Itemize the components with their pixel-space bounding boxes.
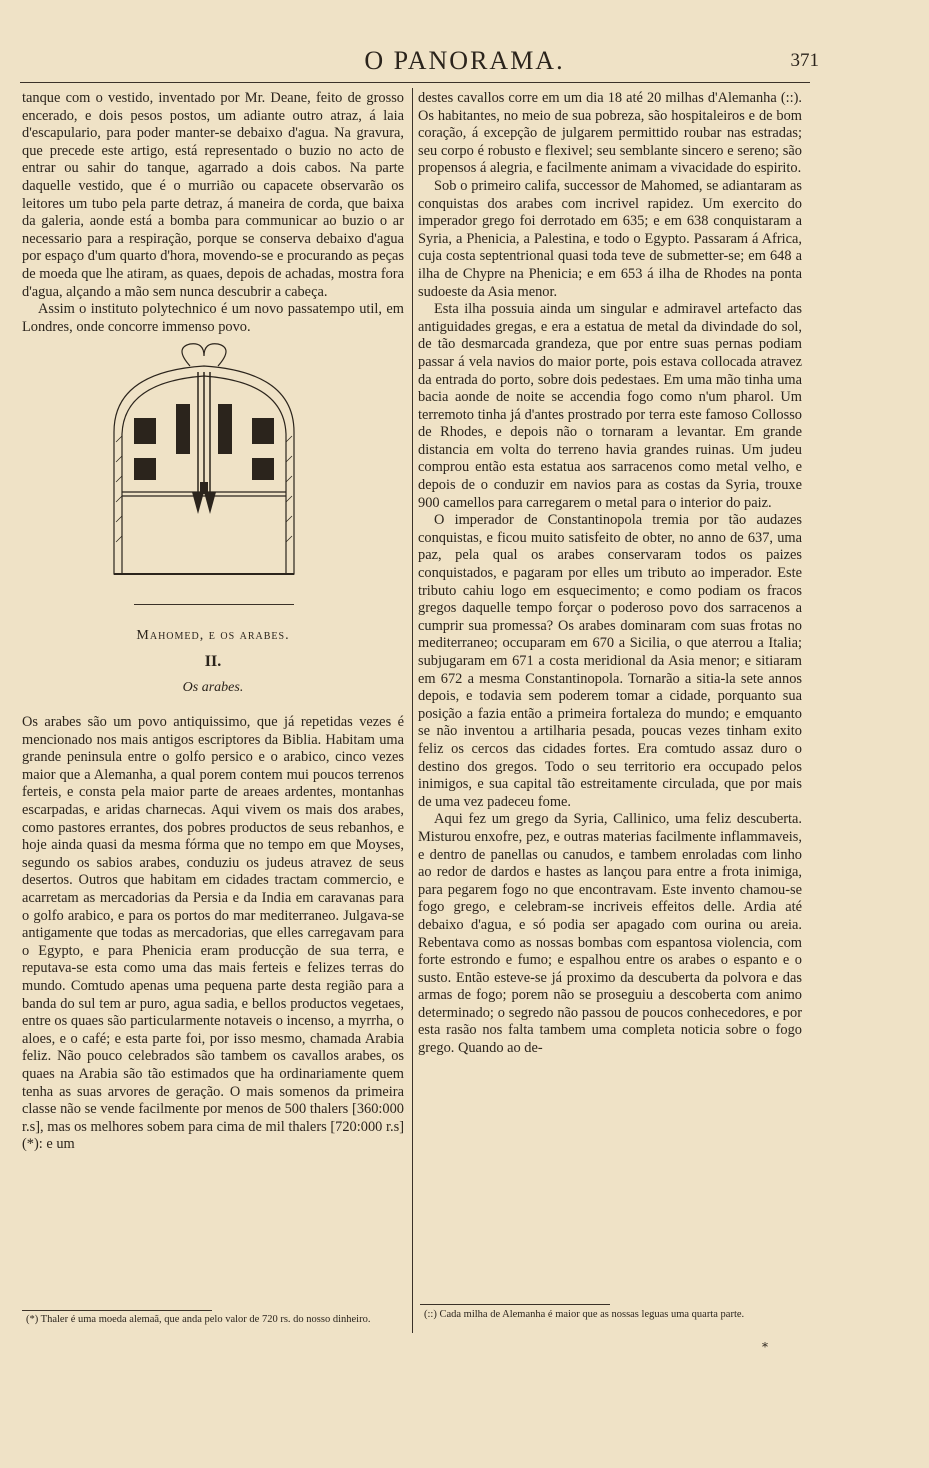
page-title: O PANORAMA. (364, 46, 565, 75)
header-rule (20, 82, 810, 83)
section-subtitle: Os arabes. (182, 679, 244, 695)
right-column (418, 90, 802, 1058)
section-separator (134, 604, 294, 605)
section-heading: Mahomed, e os arabes. (136, 628, 290, 644)
paragraph: Os arabes são um povo antiquissimo, que já repetidas vezes é mencionado nos mais antigos escriptores da Biblia. Habitam uma grande peninsula entre o golfo persico e o arabico, cinco vezes maior que a Alemanha, a qual porem contem mui poucos terrenos ferteis, e consta pela maior parte de areaes ardentes, montanhas escarpadas, e aridas charnecas. Aqui vivem os mais dos arabes, como pastores errantes, dos pobres productos de seus rebanhos, e hoje ainda quasi da mesma fórma que no tempo em que Moyses, segundo os sabios arabes, conduziu os judeus atravez de seus desertos. Outros que habitam em cidades tractam commercio, e acarretam as mercadorias da Persia e da India em caravanas para o golfo arabico, e para os portos do mar mediterraneo. Julgava-se antigamente que todas as mercadorias, que elles carregavam para o Egypto, e para Phenicia eram producção de sua terra, e reputava-se esta como uma das mais ferteis e felizes terras do mundo. Comtudo apenas uma pequena parte desta região para a banda do sul tem ar puro, agua sadia, e bellos productos vegetaes, entre os quaes são particularmente notaveis o incenso, a myrrha, o aloes, e o café; e esta parte foi, por isso mesmo, chamada Arabia feliz. Não pouco celebrados são tambem os cavallos arabes, os quaes na Arabia são tão estimados que ha ordinariamente quem tenha as suas arvores de geração. O mais somenos da primeira classe não se vende facilmente por menos de 500 thalers [360:000 r.s], mas os melhores sobem para cima de mil thalers [720:000 r.s] (*): e um (22, 714, 404, 1153)
left-column (22, 90, 404, 1154)
diving-bell-illustration (104, 342, 304, 582)
footnote: (*) Thaler é uma moeda alemaã, que anda pelo valor de 720 rs. do nosso dinheiro. (26, 1314, 371, 1325)
column-divider (412, 88, 413, 1333)
paragraph: O imperador de Constantinopola tremia por tão audazes conquistas, e ficou muito satisfeito de obter, no anno de 637, uma paz, pela qual os arabes conservaram todos os paizes conquistados, e pagaram por elles um tributo ao imperador. Este tributo cahiu logo em esquecimento; e como podiam os fracos gregos daquelle tempo forçar o poderoso povo dos sarracenos a cumprir sua promessa? Os arabes dominaram com suas frotas no mediterraneo; occuparam em 670 a Sicilia, o que aterrou a Italia; subjugaram em 671 a costa meridional da Asia menor; e sitiaram em 672 a mesma Constantinopola. Tornarão a sitia-la sete annos depois, e todavia sem poderem tomar a cidade, porquanto sua posição a fazia então a primeira fortaleza do mundo; e emquanto se não inventou a artilharia pesada, poucas vezes tinham exito feliz os cercos das cidades fortes. Era comtudo assaz duro o destino dos gregos. Todo o seu territorio era occupado pelos inimigos, e sua capital tão estreitamente circulada, que por mais de uma vez padeceu fome. (418, 512, 802, 810)
paragraph: tanque com o vestido, inventado por Mr. Deane, feito de grosso encerado, e dois pesos postos, um adiante outro atraz, á laia d'escapulario, para poder manter-se debaixo d'agua. Na gravura, que precede este artigo, está representado o buzio no acto de entrar ou sahir do tanque, agarrado a dois cabos. Na parte daquelle vestido, que é o murrião ou capacete observarão os leitores um tubo pela parte detraz, á maneira de corda, que baixa da galeria, aonde está a bomba para communicar ao buzio o ar necessario para a respiração, porque se conserva debaixo d'agua por espaço d'um quarto d'hora, movendo-se e procurando as peças de moeda que lhe atiram, as quaes, depois de achadas, mostra fora d'agua, alçando a mão sem nunca descubrir a cabeça. (22, 90, 404, 300)
paragraph: Esta ilha possuia ainda um singular e admiravel artefacto das antiguidades gregas, e era a estatua de metal da divindade do sol, de tão desmarcada grandeza, que por entre suas pernas podiam passar á vela navios do maior porte, pois estava collocada atravez da entrada do porto, sobre dois pedestaes. Em uma mão tinha uma bacia aonde de noite se accendia fogo como n'um pharol. Um terremoto tinha já d'antes prostrado por terra este famoso Collosso de Rhodes, e depois não o tornaram a levantar. Em grande distancia em volta do terreno havia grandes ruinas. Um judeu comprou então esta estatua aos sarracenos como metal velho, e depois de o conduzir em navios para as costas da Syria, trouxe 900 camellos para carregarem o metal para o interior do paiz. (418, 301, 802, 511)
paragraph: destes cavallos corre em um dia 18 até 20 milhas d'Alemanha (::). Os habitantes, no meio de sua pobreza, são hospitaleiros e de bom coração, á excepção de julgarem permittido roubar nas estradas; seu corpo é robusto e flexivel; seu semblante sincero e sereno; são propensos á alegria, e facilmente animam a vivacidade do espirito. (418, 90, 802, 177)
section-number: II. (204, 652, 222, 670)
paragraph: Aqui fez um grego da Syria, Callinico, uma feliz descuberta. Misturou enxofre, pez, e outras materias facilmente inflammaveis, e dentro de panellas ou canudos, e tambem enroladas com linho ao redor de dardos e hastes as lançou para entre a frota inimiga, para pegarem fogo no que encontravam. Este invento chamou-se fogo grego, e celebram-se incriveis effeitos delle. Ardia até debaixo d'agua, e só podia ser apagado com ourina ou areia. Rebentava como as nossas bombas com espantosa violencia, com forte estrondo e fumo; e espalhou entre os arabes o espanto e o susto. Então esteve-se já proximo da descuberta da polvora e das armas de fogo; porem não se proseguiu a descoberta com animo determinado; o segredo não passou de poucos conhecedores, e por esta rasão nos falta tambem uma completa noticia sobre o fogo grego. Quando ao de- (418, 811, 802, 1057)
footnote-rule (420, 1304, 610, 1305)
paragraph: Assim o instituto polytechnico é um novo passatempo util, em Londres, onde concorre immenso povo. (22, 301, 404, 335)
ornament-mark: * (762, 1340, 768, 1354)
footnote-rule (22, 1310, 212, 1311)
page-number: 371 (790, 50, 819, 71)
footnote: (::) Cada milha de Alemanha é maior que as nossas leguas uma quarta parte. (424, 1309, 745, 1320)
paragraph: Sob o primeiro califa, successor de Mahomed, se adiantaram as conquistas dos arabes com incrivel rapidez. Um exercito do imperador grego foi derrotado em 635; e em 638 conquistaram a Syria, a Phenicia, a Palestina, e todo o Egypto. Passaram á Africa, cuja costa septentrional quasi toda teve de submetter-se; em 648 a ilha de Chypre na Phenicia; e em 653 á ilha de Rhodes na ponta sudoeste da Asia menor. (418, 177, 802, 300)
